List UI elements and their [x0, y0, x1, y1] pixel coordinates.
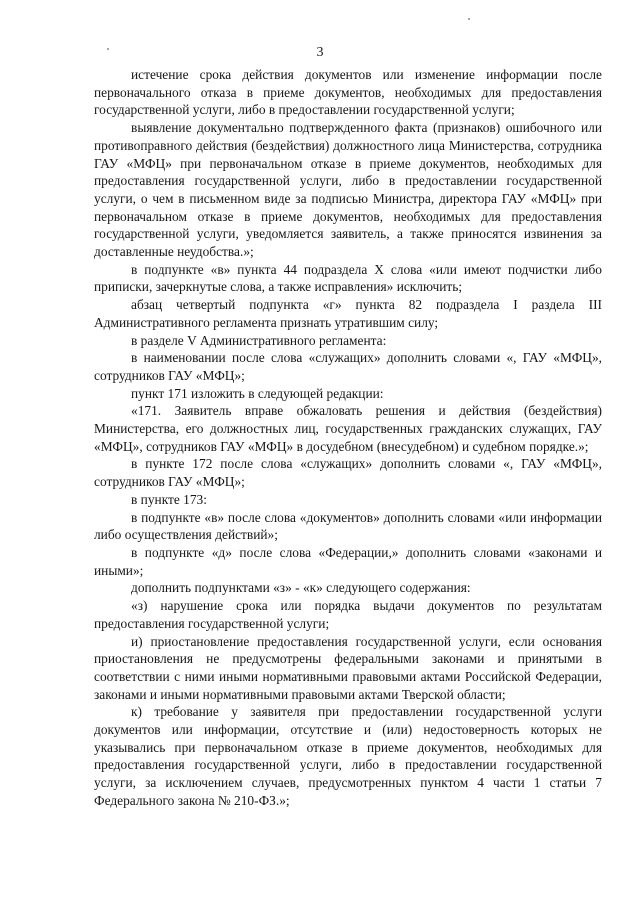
paragraph: в разделе V Административного регламента: — [131, 332, 387, 348]
page-number: 3 — [316, 45, 324, 60]
paragraph: в наименовании после слова «служащих» дополнить словами «, ГАУ «МФЦ», сотрудников ГАУ «МФЦ»; — [94, 350, 602, 383]
paragraph: пункт 171 изложить в следующей редакции: — [131, 385, 384, 401]
paragraph: выявление документально подтвержденного факта (признаков) ошибочного или противоправного действия (бездействия) должностного лица Министерства, сотрудника ГАУ «МФЦ» при первоначальном отказе в приеме документов, необходимых для предоставления государственной услуги, либо в предоставлении государственной услуги, о чем в письменном виде за подписью Министра, директора ГАУ «МФЦ» при первоначальном отказе в приеме документов, необходимых для предоставления государственной услуги, уведомляется заявитель, а также приносятся извинения за доставленные неудобства.»; — [94, 120, 602, 260]
paragraph: в подпункте «в» пункта 44 подраздела X слова «или имеют подчистки либо приписки, зачеркнутые слова, а также исправления» исключить; — [94, 261, 602, 295]
paragraph: «з) нарушение срока или порядка выдачи документов по результатам предоставления государственной услуги; — [94, 598, 602, 631]
paragraph: дополнить подпунктами «з» - «к» следующего содержания: — [131, 580, 471, 596]
paragraph: в пункте 173: — [131, 491, 207, 507]
scan-speck — [468, 18, 470, 20]
paragraph: в пункте 172 после слова «служащих» дополнить словами «, ГАУ «МФЦ», сотрудников ГАУ «МФЦ»; — [94, 456, 602, 490]
paragraph: в подпункте «в» после слова «документов» дополнить словами «или информации либо осуществления действий»; — [94, 509, 602, 543]
paragraph: в подпункте «д» после слова «Федерации,» дополнить словами «законами и иными»; — [94, 544, 602, 578]
document-body — [94, 66, 602, 810]
paragraph: к) требование у заявителя при предоставлении государственной услуги документов или информации, отсутствие и (или) недостоверность которых не указывались при первоначальном отказе в приеме документов, необходимых для предоставления государственной услуги, либо в предоставлении государственной услуги, за исключением случаев, предусмотренных пунктом 4 части 1 статьи 7 Федерального закона № 210-ФЗ.»; — [94, 704, 602, 808]
paragraph: абзац четвертый подпункта «г» пункта 82 подраздела I раздела III Административного регламента признать утратившим силу; — [94, 297, 602, 330]
paragraph: «171. Заявитель вправе обжаловать решения и действия (бездействия) Министерства, его должностных лиц, государственных гражданских служащих, ГАУ «МФЦ», сотрудников ГАУ «МФЦ» в досудебном (внесудебном) и судебном порядке.»; — [94, 403, 602, 454]
paragraph: и) приостановление предоставления государственной услуги, если основания приостановления не предусмотрены федеральными законами и принятыми в соответствии с ними иными нормативными правовыми актами Российской Федерации, законами и иными нормативными правовыми актами Тверской области; — [94, 633, 602, 702]
paragraph: истечение срока действия документов или изменение информации после первоначального отказа в приеме документов, необходимых для предоставления государственной услуги, либо в предоставлении государственной услуги; — [94, 67, 602, 118]
